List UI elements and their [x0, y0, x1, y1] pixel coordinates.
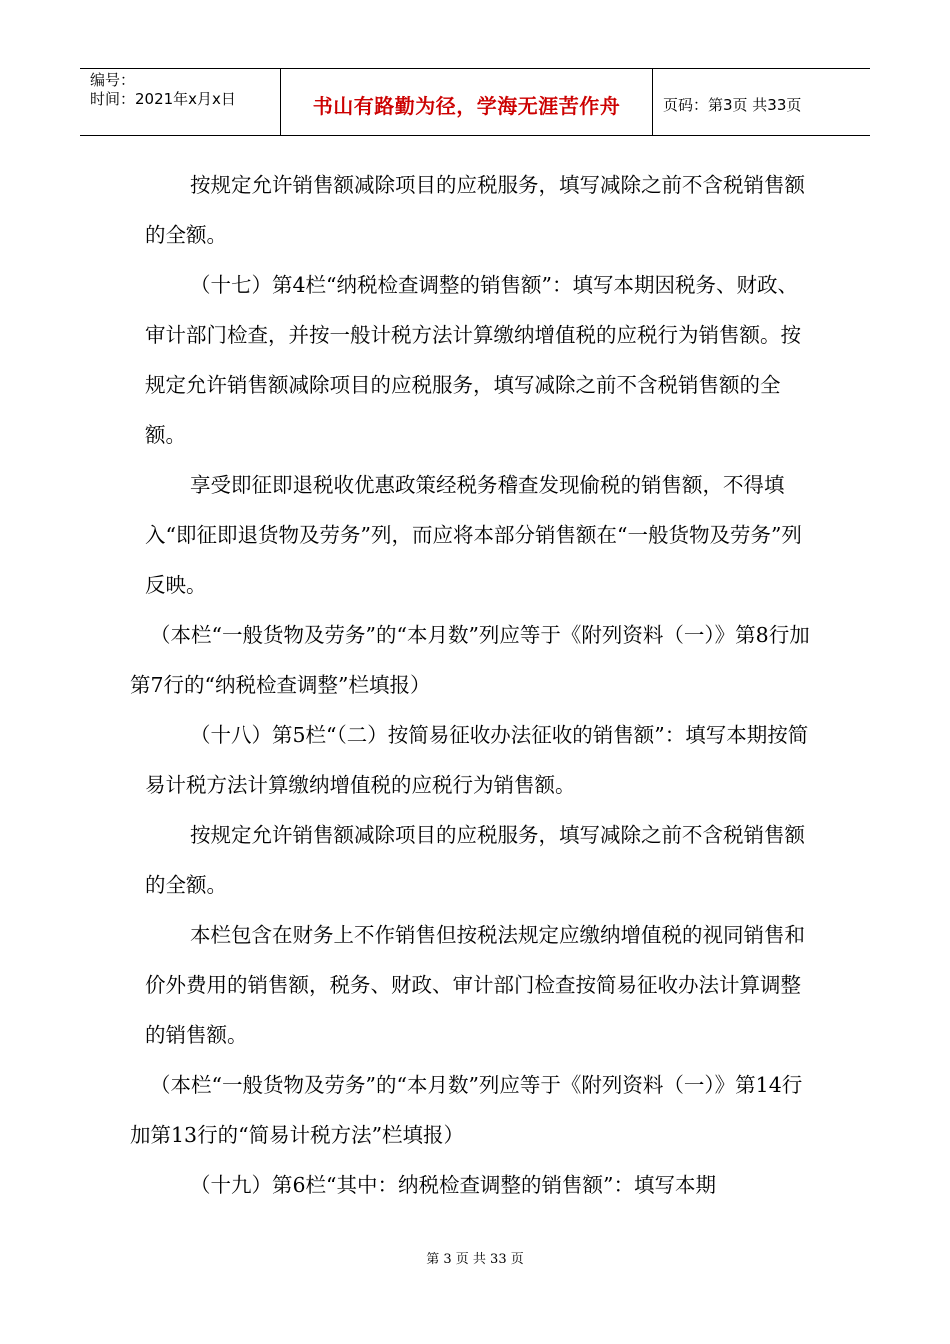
paragraph: 按规定允许销售额减除项目的应税服务，填写减除之前不含税销售额的全额。 [145, 823, 805, 897]
paragraph: （十七）第4栏“纳税检查调整的销售额”：填写本期因税务、财政、审计部门检查，并按一般计税方法计算缴纳增值税的应税行为销售额。按规定允许销售额减除项目的应税服务，填写减除之前不含税销售额的全额。 [145, 273, 801, 447]
paragraph: 按规定允许销售额减除项目的应税服务，填写减除之前不含税销售额的全额。 [145, 173, 805, 247]
document-code: 编号： [90, 71, 136, 89]
paragraph: （本栏“一般货物及劳务”的“本月数”列应等于《附列资料（一）》第8行加第7行的“纳税检查调整”栏填报） [130, 623, 810, 697]
paragraph: 本栏包含在财务上不作销售但按税法规定应缴纳增值税的视同销售和价外费用的销售额，税务、财政、审计部门检查按简易征收办法计算调整的销售额。 [145, 923, 805, 1047]
page-footer: 第 3 页 共 33 页 [426, 1252, 524, 1267]
document-body [130, 160, 815, 1210]
paragraph: （十八）第5栏“（二）按简易征收办法征收的销售额”：填写本期按简易计税方法计算缴纳增值税的应税行为销售额。 [145, 723, 809, 797]
paragraph: （十九）第6栏“其中：纳税检查调整的销售额”：填写本期 [190, 1173, 717, 1197]
paragraph: （本栏“一般货物及劳务”的“本月数”列应等于《附列资料（一）》第14行加第13行的“简易计税方法”栏填报） [130, 1073, 803, 1147]
page-header [80, 68, 870, 136]
header-meta [80, 69, 281, 135]
paragraph: 享受即征即退税收优惠政策经税务稽查发现偷税的销售额，不得填入“即征即退货物及劳务”列，而应将本部分销售额在“一般货物及劳务”列反映。 [145, 473, 802, 597]
document-date: 时间：2021年x月x日 [90, 90, 236, 108]
header-motto: 书山有路勤为径，学海无涯苦作舟 [281, 69, 653, 135]
header-page-info: 页码：第3页 共33页 [663, 95, 802, 114]
